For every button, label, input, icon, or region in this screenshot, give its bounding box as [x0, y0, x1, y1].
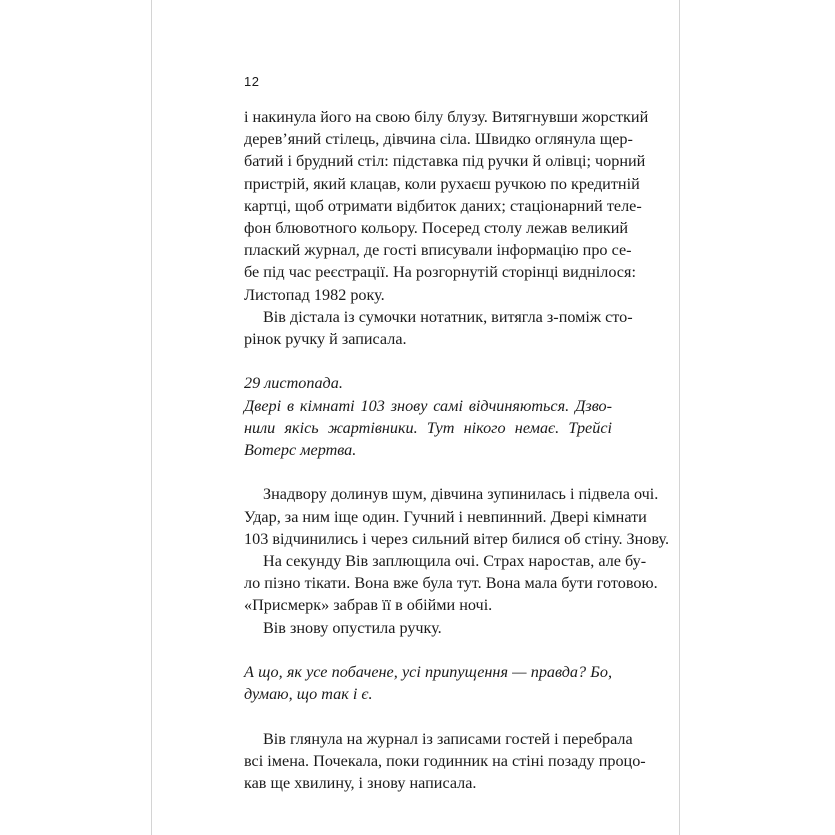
text-line: ло пізно тікати. Вона вже була тут. Вона мала бути готовою. — [244, 574, 658, 593]
text-line: кав ще хвилину, і знову написала. — [244, 774, 477, 793]
paragraph — [244, 617, 612, 639]
text-line: рінок ручку й записала. — [244, 330, 407, 349]
text-line: «Присмерк» забрав її в обійми ночі. — [244, 596, 493, 615]
paragraph — [244, 550, 658, 617]
paragraph — [244, 106, 649, 306]
text-line: дерев’яний стілець, дівчина сіла. Швидко оглянула щер- — [244, 130, 633, 149]
page-body — [244, 106, 670, 794]
paragraph-spacer — [244, 705, 612, 727]
text-line: Знадвору долинув шум, дівчина зупинилась і підвела очі. — [263, 485, 659, 504]
text-line: Двері в кімнаті 103 знову самі відчиняються. Дзво- — [244, 396, 612, 415]
text-line: плаский журнал, де гості вписували інформацію про се- — [244, 241, 632, 260]
diary-note — [244, 372, 612, 461]
text-line: картці, щоб отримати відбиток даних; стаціонарний теле- — [244, 196, 642, 215]
paragraph-spacer — [244, 639, 612, 661]
text-line: Вів дістала із сумочки нотатник, витягла з-поміж сто- — [263, 307, 633, 326]
text-line: Вотерс мертва. — [244, 441, 357, 460]
text-line: Листопад 1982 року. — [244, 285, 385, 304]
book-page — [151, 0, 680, 835]
page-number: 12 — [244, 74, 260, 89]
text-line: пристрій, який клацав, коли рухаєш ручкою по кредитній — [244, 174, 640, 193]
diary-note — [244, 661, 612, 705]
paragraph-spacer — [244, 461, 612, 483]
text-line: всі імена. Почекала, поки годинник на стіні позаду процо- — [244, 751, 646, 770]
paragraph — [244, 306, 633, 350]
text-line: А що, як усе побачене, усі припущення — правда? Бо, — [244, 663, 612, 682]
paragraph — [244, 483, 670, 550]
text-line: думаю, що так і є. — [244, 685, 373, 704]
text-line: Вів знову опустила ручку. — [263, 618, 442, 637]
text-line: нили якісь жартівники. Тут нікого немає. Трейсі — [244, 418, 612, 437]
text-line: На секунду Вів заплющила очі. Страх наростав, але бу- — [263, 552, 647, 571]
text-line: Вів глянула на журнал із записами гостей і перебрала — [263, 729, 633, 748]
text-line: бе під час реєстрації. На розгорнутій сторінці виднілося: — [244, 263, 636, 282]
text-line: 29 листопада. — [244, 374, 343, 393]
text-line: фон блювотного кольору. Посеред столу лежав великий — [244, 219, 629, 238]
paragraph — [244, 728, 646, 795]
text-line: і накинула його на свою білу блузу. Витягнувши жорсткий — [244, 108, 649, 126]
text-line: 103 відчинились і через сильний вітер билися об стіну. Знову. — [244, 529, 670, 548]
text-line: Удар, за ним іще один. Гучний і невпинний. Двері кімнати — [244, 507, 647, 526]
paragraph-spacer — [244, 350, 612, 372]
text-line: батий і брудний стіл: підставка під ручки й олівці; чорний — [244, 152, 646, 171]
